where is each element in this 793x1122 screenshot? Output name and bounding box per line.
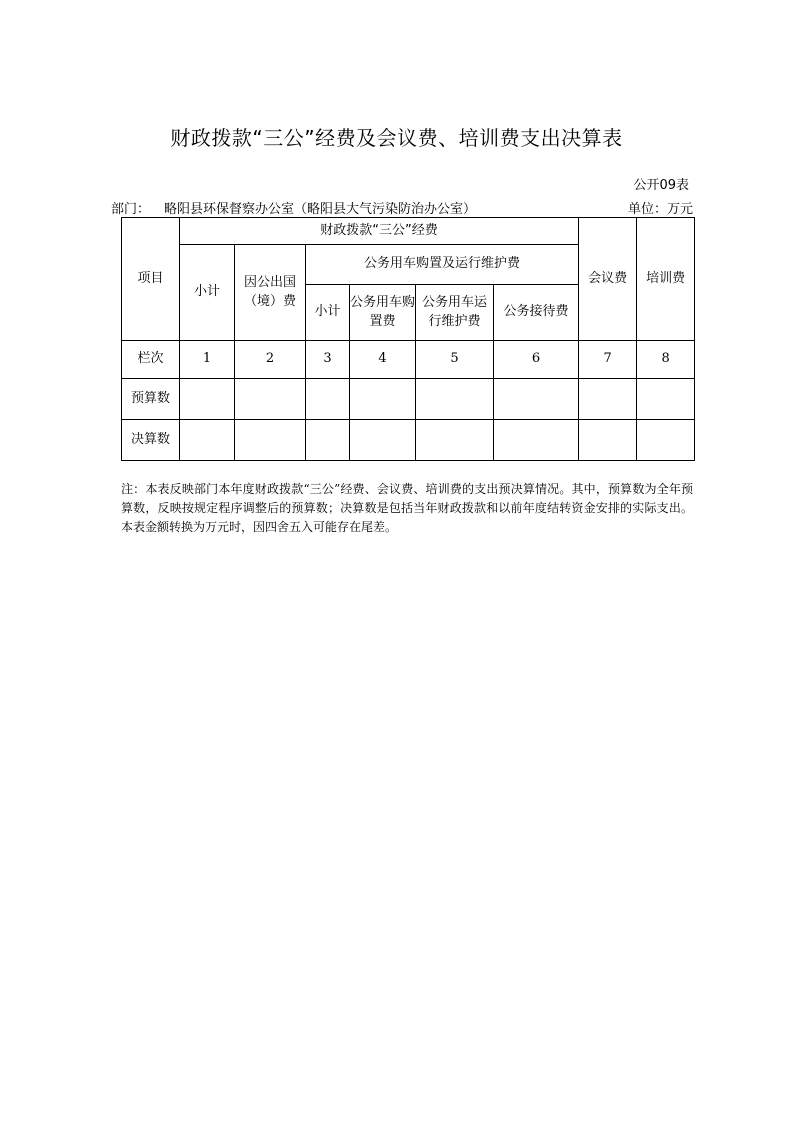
department-name: 略阳县环保督察办公室（略阳县大气污染防治办公室） [164,202,477,217]
form-number: 公开09表 [633,178,689,193]
header-training-fee: 培训费 [637,218,695,341]
table-cell [637,420,695,461]
header-reception-fee: 公务接待费 [494,285,579,341]
table-cell [180,420,235,461]
department-label: 部门： [111,202,151,217]
table-cell [579,379,637,420]
header-abroad-fee: 因公出国（境）费 [235,245,306,341]
table-cell [306,420,350,461]
unit-label: 单位：万元 [627,202,693,217]
row-label-final: 决算数 [122,420,180,461]
row-label-budget: 预算数 [122,379,180,420]
column-index-row [122,341,695,379]
table-cell [306,379,350,420]
table-cell [416,379,494,420]
header-vehicle-operation: 公务用车运行维护费 [416,285,494,341]
table-cell [494,420,579,461]
header-vehicle-purchase: 公务用车购置费 [350,285,416,341]
column-index: 8 [637,341,695,379]
table-cell [235,379,306,420]
column-index: 5 [416,341,494,379]
expenditure-table [121,217,695,461]
table-cell [350,379,416,420]
column-index: 6 [494,341,579,379]
department-row [111,198,693,217]
column-index: 1 [180,341,235,379]
column-index-label: 栏次 [122,341,180,379]
column-index: 7 [579,341,637,379]
table-cell [350,420,416,461]
header-three-public-expenses: 财政拨款“三公”经费 [180,218,579,245]
column-index: 2 [235,341,306,379]
table-row-budget [122,379,695,420]
table-cell [637,379,695,420]
page-title: 财政拨款“三公”经费及会议费、培训费支出决算表 [170,126,623,150]
footnote: 注：本表反映部门本年度财政拨款“三公”经费、会议费、培训费的支出预决算情况。其中，预算数为全年预算数，反映按规定程序调整后的预算数；决算数是包括当年财政拨款和以前年度结转资金安排的实际支出。本表金额转换为万元时，因四舍五入可能存在尾差。 [121,482,693,534]
header-subtotal: 小计 [180,245,235,341]
column-index: 3 [306,341,350,379]
table-cell [579,420,637,461]
table-cell [416,420,494,461]
table-cell [494,379,579,420]
column-index: 4 [350,341,416,379]
header-meeting-fee: 会议费 [579,218,637,341]
department-info [111,198,476,217]
header-vehicle-subtotal: 小计 [306,285,350,341]
table-cell [235,420,306,461]
table-cell [180,379,235,420]
header-item: 项目 [122,218,180,341]
table-row-final [122,420,695,461]
header-vehicle-group: 公务用车购置及运行维护费 [306,245,579,285]
